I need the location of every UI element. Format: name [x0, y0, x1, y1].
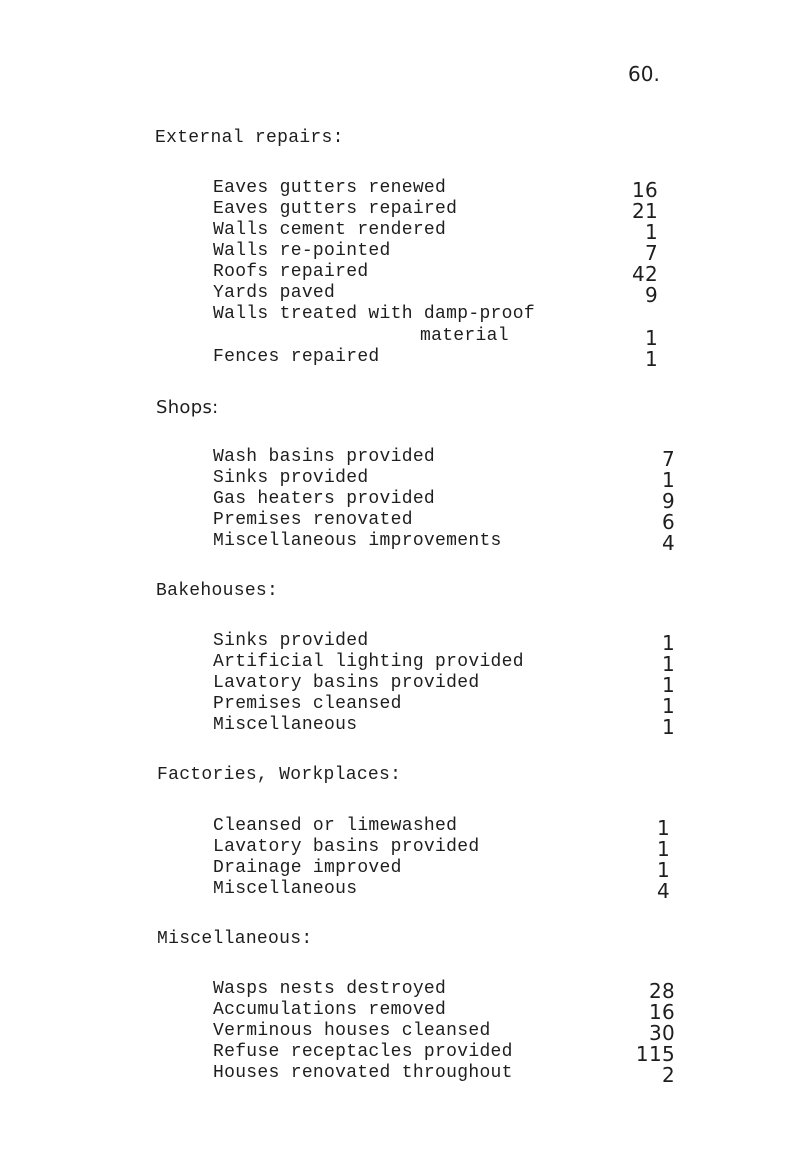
item-label: Accumulations removed — [213, 1000, 447, 1020]
item-value: 16 — [631, 178, 658, 202]
item-label: Walls treated with damp-proof — [213, 304, 535, 324]
item-value: 1 — [644, 220, 658, 244]
item-value: 16 — [648, 1000, 675, 1024]
item-value: 1 — [656, 816, 670, 840]
item-value: 1 — [661, 468, 675, 492]
item-value: 1 — [661, 715, 675, 739]
item-label: Wasps nests destroyed — [213, 979, 447, 999]
item-value: 6 — [661, 510, 675, 534]
item-value: 115 — [635, 1042, 675, 1066]
item-label: Eaves gutters repaired — [213, 199, 458, 219]
item-value: 1 — [644, 347, 658, 371]
item-value: 1 — [661, 631, 675, 655]
item-label: Walls cement rendered — [213, 220, 447, 240]
item-label: Drainage improved — [213, 858, 402, 878]
item-label: Verminous houses cleansed — [213, 1021, 491, 1041]
item-label: Premises cleansed — [213, 694, 402, 714]
item-label: Eaves gutters renewed — [213, 178, 447, 198]
section-heading-factories-workplaces: Factories, Workplaces: — [157, 765, 402, 785]
section-heading-shops: Shops: — [156, 397, 219, 418]
item-value: 1 — [644, 326, 658, 350]
item-label: Yards paved — [213, 283, 336, 303]
item-value: 21 — [631, 199, 658, 223]
item-label: Sinks provided — [213, 631, 369, 651]
item-label: Miscellaneous — [213, 879, 358, 899]
item-value: 1 — [661, 673, 675, 697]
item-label: Roofs repaired — [213, 262, 369, 282]
item-value: 4 — [661, 531, 675, 555]
item-label: Sinks provided — [213, 468, 369, 488]
page-number: 60. — [628, 62, 660, 86]
item-value: 2 — [661, 1063, 675, 1087]
item-value: 7 — [644, 241, 658, 265]
item-label: Miscellaneous improvements — [213, 531, 502, 551]
item-value: 1 — [656, 837, 670, 861]
item-label: Artificial lighting provided — [213, 652, 524, 672]
item-value: 1 — [661, 694, 675, 718]
item-value: 30 — [648, 1021, 675, 1045]
item-label: Lavatory basins provided — [213, 673, 480, 693]
item-value: 1 — [656, 858, 670, 882]
item-value: 7 — [661, 447, 675, 471]
item-label: Lavatory basins provided — [213, 837, 480, 857]
item-label: material — [420, 326, 509, 346]
item-value: 28 — [648, 979, 675, 1003]
item-value: 1 — [661, 652, 675, 676]
section-heading-external-repairs: External repairs: — [155, 128, 344, 148]
item-value: 4 — [656, 879, 670, 903]
item-label: Cleansed or limewashed — [213, 816, 458, 836]
item-label: Wash basins provided — [213, 447, 436, 467]
section-heading-bakehouses: Bakehouses: — [156, 581, 279, 601]
item-value: 9 — [644, 283, 658, 307]
item-value: 42 — [631, 262, 658, 286]
item-label: Fences repaired — [213, 347, 380, 367]
item-label: Refuse receptacles provided — [213, 1042, 513, 1062]
item-value: 9 — [661, 489, 675, 513]
item-label: Houses renovated throughout — [213, 1063, 513, 1083]
item-label: Premises renovated — [213, 510, 413, 530]
item-label: Miscellaneous — [213, 715, 358, 735]
item-label: Walls re-pointed — [213, 241, 391, 261]
item-label: Gas heaters provided — [213, 489, 436, 509]
section-heading-miscellaneous: Miscellaneous: — [157, 929, 313, 949]
